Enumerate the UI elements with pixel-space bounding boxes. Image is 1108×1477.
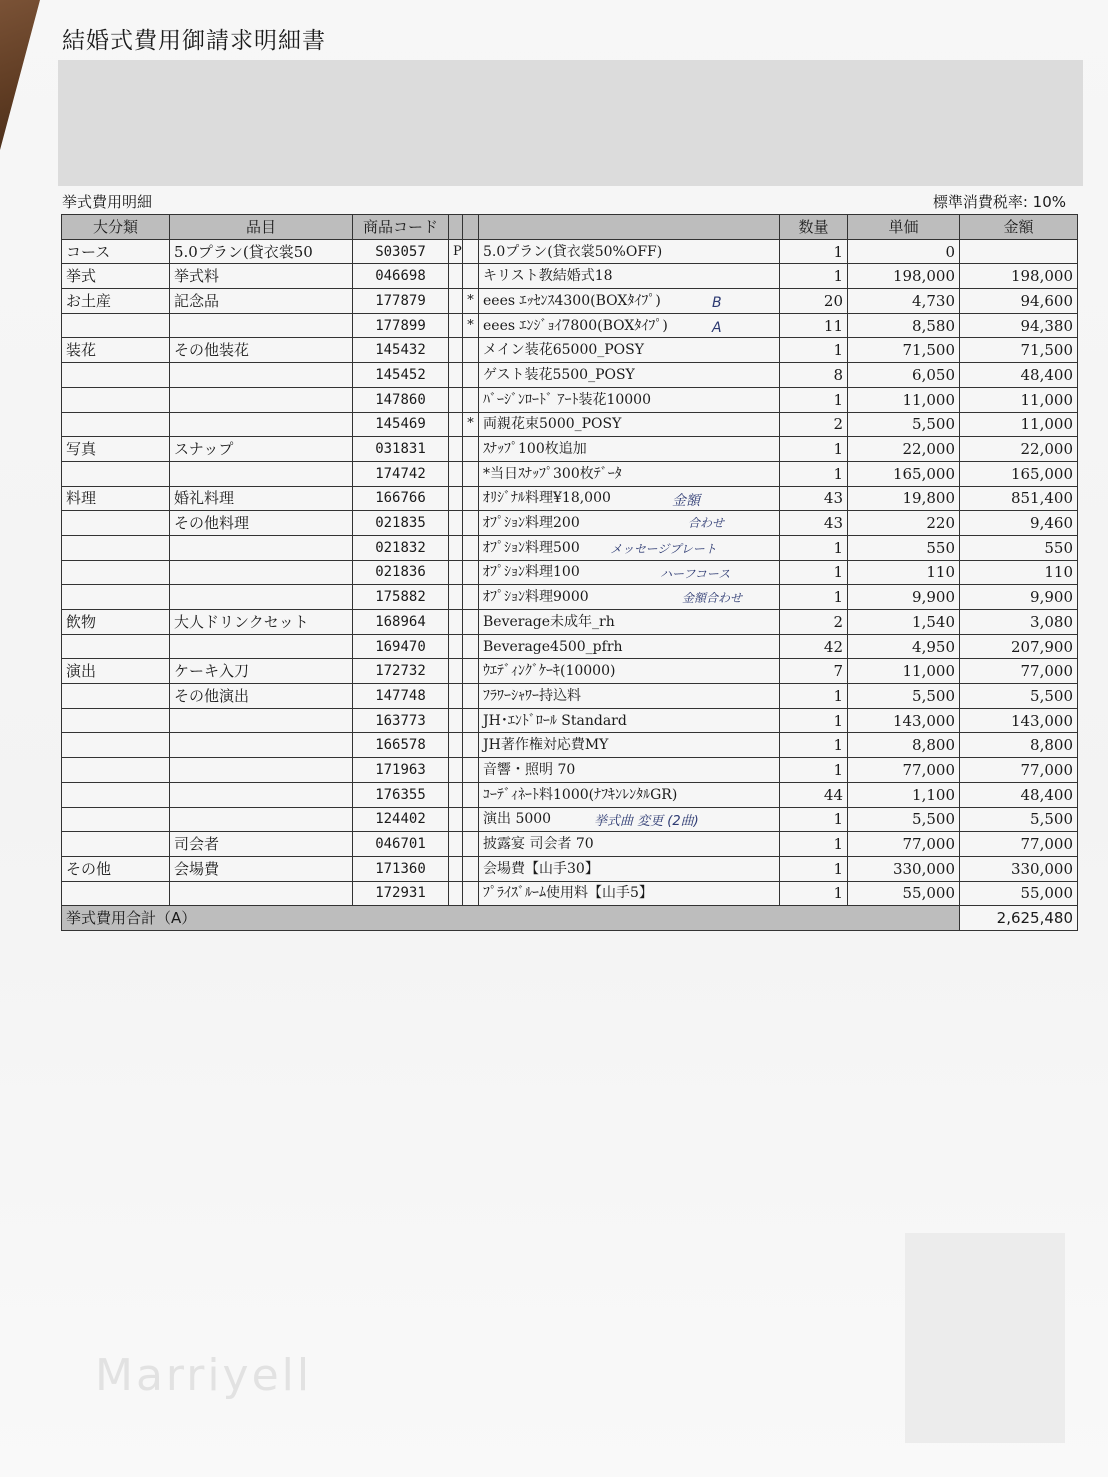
product-name-cell: キリスト教結婚式18 [479, 264, 780, 289]
product-name-cell: 披露宴 司会者 70 [479, 832, 780, 857]
table-row [62, 461, 1078, 486]
header-product-name [479, 215, 780, 240]
amount-cell: 330,000 [960, 856, 1078, 881]
product-name-cell: Beverage4500_pfrh [479, 634, 780, 659]
product-code-cell: 021836 [353, 560, 449, 585]
flag-star-cell: * [463, 412, 479, 437]
amount-cell: 71,500 [960, 338, 1078, 363]
table-row [62, 585, 1078, 610]
amount-cell: 5,500 [960, 807, 1078, 832]
quantity-cell: 20 [780, 289, 848, 314]
flag-star-cell [463, 659, 479, 684]
item-cell: 大人ドリンクセット [170, 610, 353, 635]
flag-p-cell [449, 486, 463, 511]
item-cell [170, 758, 353, 783]
amount-cell [960, 239, 1078, 264]
quantity-cell: 1 [780, 239, 848, 264]
item-cell: 5.0プラン(貸衣裳50 [170, 239, 353, 264]
product-name-cell: メイン装花65000_POSY [479, 338, 780, 363]
flag-star-cell: * [463, 289, 479, 314]
amount-cell: 94,380 [960, 313, 1078, 338]
flag-star-cell [463, 733, 479, 758]
total-row [62, 906, 1078, 931]
table-row [62, 264, 1078, 289]
category-cell: 写真 [62, 437, 170, 462]
table-row [62, 338, 1078, 363]
unit-price-cell: 198,000 [848, 264, 960, 289]
item-cell: 挙式料 [170, 264, 353, 289]
item-cell: ケーキ入刀 [170, 659, 353, 684]
product-code-cell: 163773 [353, 708, 449, 733]
product-code-cell: S03057 [353, 239, 449, 264]
category-cell: 演出 [62, 659, 170, 684]
unit-price-cell: 330,000 [848, 856, 960, 881]
flag-p-cell [449, 733, 463, 758]
flag-star-cell [463, 684, 479, 709]
section-title: 挙式費用明細 [62, 193, 153, 211]
amount-cell: 11,000 [960, 387, 1078, 412]
category-cell [62, 511, 170, 536]
product-code-cell: 147748 [353, 684, 449, 709]
table-row [62, 535, 1078, 560]
unit-price-cell: 6,050 [848, 363, 960, 388]
unit-price-cell: 55,000 [848, 881, 960, 906]
product-code-cell: 175882 [353, 585, 449, 610]
item-cell [170, 535, 353, 560]
handwritten-note-b: B [712, 295, 722, 311]
product-name-cell: ﾊﾞｰｼﾞﾝﾛｰﾄﾞ ｱｰﾄ装花10000 [479, 387, 780, 412]
flag-star-cell [463, 585, 479, 610]
header-flag-p [449, 215, 463, 240]
quantity-cell: 1 [780, 387, 848, 412]
flag-p-cell [449, 289, 463, 314]
flag-p-cell [449, 511, 463, 536]
amount-cell: 77,000 [960, 832, 1078, 857]
handwritten-amount-match-1: 金額 [672, 493, 700, 509]
flag-star-cell [463, 338, 479, 363]
product-code-cell: 021835 [353, 511, 449, 536]
product-code-cell: 021832 [353, 535, 449, 560]
product-name-cell: ゲスト装花5500_POSY [479, 363, 780, 388]
header-quantity: 数量 [780, 215, 848, 240]
quantity-cell: 1 [780, 461, 848, 486]
product-name-cell: ｵﾘｼﾞﾅﾙ料理¥18,000 [479, 486, 780, 511]
product-code-cell: 145469 [353, 412, 449, 437]
handwritten-message-plate: メッセージプレート [610, 542, 717, 556]
unit-price-cell: 5,500 [848, 807, 960, 832]
category-cell [62, 313, 170, 338]
flag-star-cell [463, 511, 479, 536]
flag-p-cell [449, 387, 463, 412]
category-cell [62, 363, 170, 388]
table-row [62, 363, 1078, 388]
product-name-cell: 音響・照明 70 [479, 758, 780, 783]
quantity-cell: 1 [780, 264, 848, 289]
quantity-cell: 1 [780, 881, 848, 906]
quantity-cell: 44 [780, 782, 848, 807]
flag-star-cell [463, 239, 479, 264]
item-cell [170, 881, 353, 906]
product-name-cell: ﾌﾟﾗｲｽﾞﾙｰﾑ使用料【山手5】 [479, 881, 780, 906]
flag-p-cell [449, 363, 463, 388]
total-label: 挙式費用合計（A） [62, 906, 960, 931]
table-row [62, 634, 1078, 659]
amount-cell: 5,500 [960, 684, 1078, 709]
product-name-cell: eees ｴｯｾﾝｽ4300(BOXﾀｲﾌﾟ) [479, 289, 780, 314]
amount-cell: 48,400 [960, 782, 1078, 807]
product-name-cell: ｵﾌﾟｼｮﾝ料理100 [479, 560, 780, 585]
flag-star-cell [463, 758, 479, 783]
unit-price-cell: 550 [848, 535, 960, 560]
unit-price-cell: 5,500 [848, 412, 960, 437]
unit-price-cell: 1,540 [848, 610, 960, 635]
unit-price-cell: 220 [848, 511, 960, 536]
unit-price-cell: 110 [848, 560, 960, 585]
category-cell: コース [62, 239, 170, 264]
category-cell: その他 [62, 856, 170, 881]
category-cell [62, 634, 170, 659]
table-row [62, 659, 1078, 684]
flag-p-cell [449, 437, 463, 462]
product-code-cell: 176355 [353, 782, 449, 807]
quantity-cell: 1 [780, 585, 848, 610]
amount-cell: 94,600 [960, 289, 1078, 314]
quantity-cell: 1 [780, 684, 848, 709]
product-name-cell: JH･ｴﾝﾄﾞﾛｰﾙ Standard [479, 708, 780, 733]
flag-star-cell [463, 535, 479, 560]
quantity-cell: 1 [780, 733, 848, 758]
category-cell: 装花 [62, 338, 170, 363]
table-row [62, 807, 1078, 832]
product-code-cell: 145432 [353, 338, 449, 363]
quantity-cell: 1 [780, 560, 848, 585]
item-cell: その他装花 [170, 338, 353, 363]
item-cell [170, 313, 353, 338]
quantity-cell: 8 [780, 363, 848, 388]
flag-p-cell [449, 264, 463, 289]
item-cell: 司会者 [170, 832, 353, 857]
category-cell [62, 535, 170, 560]
amount-cell: 48,400 [960, 363, 1078, 388]
item-cell [170, 807, 353, 832]
flag-star-cell [463, 782, 479, 807]
item-cell [170, 634, 353, 659]
product-code-cell: 145452 [353, 363, 449, 388]
flag-p-cell [449, 758, 463, 783]
flag-star-cell [463, 363, 479, 388]
flag-p-cell [449, 684, 463, 709]
category-cell [62, 560, 170, 585]
flag-p-cell: P [449, 239, 463, 264]
product-code-cell: 166766 [353, 486, 449, 511]
unit-price-cell: 8,800 [848, 733, 960, 758]
table-row [62, 387, 1078, 412]
table-row [62, 708, 1078, 733]
header-item: 品目 [170, 215, 353, 240]
quantity-cell: 2 [780, 610, 848, 635]
product-name-cell: ｵﾌﾟｼｮﾝ料理9000 [479, 585, 780, 610]
flag-p-cell [449, 659, 463, 684]
amount-cell: 143,000 [960, 708, 1078, 733]
category-cell [62, 585, 170, 610]
unit-price-cell: 4,950 [848, 634, 960, 659]
item-cell: 婚礼料理 [170, 486, 353, 511]
quantity-cell: 1 [780, 758, 848, 783]
product-code-cell: 174742 [353, 461, 449, 486]
product-name-cell: JH著作権対応費MY [479, 733, 780, 758]
product-name-cell: 5.0プラン(貸衣裳50%OFF) [479, 239, 780, 264]
table-row [62, 881, 1078, 906]
unit-price-cell: 11,000 [848, 387, 960, 412]
tax-rate: 標準消費税率: 10% [932, 193, 1066, 211]
flag-star-cell [463, 807, 479, 832]
amount-cell: 198,000 [960, 264, 1078, 289]
flag-star-cell [463, 560, 479, 585]
flag-star-cell [463, 610, 479, 635]
product-code-cell: 169470 [353, 634, 449, 659]
unit-price-cell: 22,000 [848, 437, 960, 462]
handwritten-ceremony-song: 挙式曲 変更 (2曲) [594, 814, 699, 829]
table-row [62, 289, 1078, 314]
category-cell: 飲物 [62, 610, 170, 635]
product-code-cell: 046701 [353, 832, 449, 857]
flag-p-cell [449, 610, 463, 635]
item-cell [170, 585, 353, 610]
product-name-cell: eees ｴﾝｼﾞｮｲ7800(BOXﾀｲﾌﾟ) [479, 313, 780, 338]
category-cell [62, 807, 170, 832]
product-name-cell: ｳｴﾃﾞｨﾝｸﾞｹｰｷ(10000) [479, 659, 780, 684]
item-cell: スナップ [170, 437, 353, 462]
flag-p-cell [449, 461, 463, 486]
unit-price-cell: 11,000 [848, 659, 960, 684]
quantity-cell: 42 [780, 634, 848, 659]
flag-p-cell [449, 881, 463, 906]
product-name-cell: *当日ｽﾅｯﾌﾟ300枚ﾃﾞｰﾀ [479, 461, 780, 486]
quantity-cell: 11 [780, 313, 848, 338]
product-name-cell: 演出 5000 [479, 807, 780, 832]
table-row [62, 486, 1078, 511]
amount-cell: 550 [960, 535, 1078, 560]
table-row [62, 758, 1078, 783]
flag-p-cell [449, 585, 463, 610]
product-code-cell: 177899 [353, 313, 449, 338]
table-row [62, 610, 1078, 635]
unit-price-cell: 77,000 [848, 832, 960, 857]
amount-cell: 851,400 [960, 486, 1078, 511]
quantity-cell: 7 [780, 659, 848, 684]
quantity-cell: 2 [780, 412, 848, 437]
flag-p-cell [449, 634, 463, 659]
handwritten-amount-match-2: 合わせ [688, 516, 725, 530]
flag-star-cell [463, 856, 479, 881]
item-cell [170, 560, 353, 585]
flag-star-cell [463, 264, 479, 289]
category-cell: 挙式 [62, 264, 170, 289]
unit-price-cell: 1,100 [848, 782, 960, 807]
redacted-area-bottom [905, 1233, 1065, 1443]
item-cell: 記念品 [170, 289, 353, 314]
category-cell [62, 412, 170, 437]
product-code-cell: 172732 [353, 659, 449, 684]
table-row [62, 832, 1078, 857]
product-name-cell: 会場費【山手30】 [479, 856, 780, 881]
product-code-cell: 147860 [353, 387, 449, 412]
category-cell: 料理 [62, 486, 170, 511]
item-cell [170, 387, 353, 412]
invoice-table [61, 214, 1078, 931]
amount-cell: 9,900 [960, 585, 1078, 610]
item-cell: その他演出 [170, 684, 353, 709]
quantity-cell: 1 [780, 708, 848, 733]
flag-p-cell [449, 856, 463, 881]
flag-star-cell [463, 387, 479, 412]
handwritten-amount-match-3: 金額合わせ [682, 591, 743, 605]
category-cell [62, 387, 170, 412]
table-row [62, 856, 1078, 881]
amount-cell: 165,000 [960, 461, 1078, 486]
amount-cell: 11,000 [960, 412, 1078, 437]
flag-p-cell [449, 313, 463, 338]
unit-price-cell: 165,000 [848, 461, 960, 486]
flag-star-cell [463, 486, 479, 511]
flag-p-cell [449, 412, 463, 437]
product-code-cell: 172931 [353, 881, 449, 906]
table-row [62, 412, 1078, 437]
flag-p-cell [449, 708, 463, 733]
flag-p-cell [449, 782, 463, 807]
quantity-cell: 1 [780, 856, 848, 881]
table-row [62, 733, 1078, 758]
product-name-cell: 両親花束5000_POSY [479, 412, 780, 437]
product-code-cell: 031831 [353, 437, 449, 462]
handwritten-note-a: A [712, 320, 722, 336]
amount-cell: 77,000 [960, 758, 1078, 783]
item-cell [170, 412, 353, 437]
table-row [62, 684, 1078, 709]
table-row [62, 560, 1078, 585]
item-cell [170, 733, 353, 758]
table-row [62, 313, 1078, 338]
amount-cell: 9,460 [960, 511, 1078, 536]
product-name-cell: ｺｰﾃﾞｨﾈｰﾄ料1000(ﾅﾌｷﾝﾚﾝﾀﾙGR) [479, 782, 780, 807]
product-name-cell: ｵﾌﾟｼｮﾝ料理200 [479, 511, 780, 536]
category-cell [62, 881, 170, 906]
header-flag-star [463, 215, 479, 240]
header-unit-price: 単価 [848, 215, 960, 240]
amount-cell: 110 [960, 560, 1078, 585]
amount-cell: 22,000 [960, 437, 1078, 462]
product-code-cell: 171963 [353, 758, 449, 783]
product-name-cell: ﾌﾗﾜｰｼｬﾜｰ持込料 [479, 684, 780, 709]
table-row [62, 239, 1078, 264]
quantity-cell: 1 [780, 807, 848, 832]
flag-star-cell [463, 708, 479, 733]
table-row [62, 782, 1078, 807]
flag-p-cell [449, 338, 463, 363]
category-cell [62, 832, 170, 857]
flag-star-cell [463, 634, 479, 659]
flag-star-cell [463, 461, 479, 486]
amount-cell: 207,900 [960, 634, 1078, 659]
product-name-cell: Beverage未成年_rh [479, 610, 780, 635]
unit-price-cell: 143,000 [848, 708, 960, 733]
product-code-cell: 168964 [353, 610, 449, 635]
amount-cell: 8,800 [960, 733, 1078, 758]
unit-price-cell: 5,500 [848, 684, 960, 709]
quantity-cell: 43 [780, 486, 848, 511]
unit-price-cell: 0 [848, 239, 960, 264]
category-cell [62, 461, 170, 486]
amount-cell: 3,080 [960, 610, 1078, 635]
amount-cell: 55,000 [960, 881, 1078, 906]
quantity-cell: 1 [780, 338, 848, 363]
header-category: 大分類 [62, 215, 170, 240]
flag-p-cell [449, 560, 463, 585]
unit-price-cell: 8,580 [848, 313, 960, 338]
flag-star-cell [463, 832, 479, 857]
unit-price-cell: 71,500 [848, 338, 960, 363]
product-code-cell: 177879 [353, 289, 449, 314]
header-product-code: 商品コード [353, 215, 449, 240]
flag-star-cell [463, 881, 479, 906]
category-cell [62, 708, 170, 733]
table-row [62, 511, 1078, 536]
quantity-cell: 43 [780, 511, 848, 536]
item-cell [170, 461, 353, 486]
flag-p-cell [449, 832, 463, 857]
quantity-cell: 1 [780, 535, 848, 560]
product-name-cell: ｵﾌﾟｼｮﾝ料理500 [479, 535, 780, 560]
product-code-cell: 046698 [353, 264, 449, 289]
watermark-logo: Marriyell [95, 1350, 313, 1401]
flag-star-cell: * [463, 313, 479, 338]
product-name-cell: ｽﾅｯﾌﾟ100枚追加 [479, 437, 780, 462]
category-cell [62, 733, 170, 758]
item-cell [170, 782, 353, 807]
redacted-area-top [58, 60, 1083, 186]
handwritten-half-course: ハーフコース [660, 567, 731, 581]
header-amount: 金額 [960, 215, 1078, 240]
category-cell: お土産 [62, 289, 170, 314]
document-title: 結婚式費用御請求明細書 [62, 28, 326, 54]
product-code-cell: 124402 [353, 807, 449, 832]
category-cell [62, 684, 170, 709]
unit-price-cell: 4,730 [848, 289, 960, 314]
item-cell [170, 363, 353, 388]
table-row [62, 437, 1078, 462]
flag-p-cell [449, 535, 463, 560]
flag-p-cell [449, 807, 463, 832]
amount-cell: 77,000 [960, 659, 1078, 684]
item-cell: その他料理 [170, 511, 353, 536]
table-header-row [62, 215, 1078, 240]
quantity-cell: 1 [780, 437, 848, 462]
unit-price-cell: 9,900 [848, 585, 960, 610]
quantity-cell: 1 [780, 832, 848, 857]
flag-star-cell [463, 437, 479, 462]
item-cell [170, 708, 353, 733]
category-cell [62, 782, 170, 807]
unit-price-cell: 77,000 [848, 758, 960, 783]
total-value: 2,625,480 [960, 906, 1078, 931]
category-cell [62, 758, 170, 783]
item-cell: 会場費 [170, 856, 353, 881]
unit-price-cell: 19,800 [848, 486, 960, 511]
product-code-cell: 171360 [353, 856, 449, 881]
product-code-cell: 166578 [353, 733, 449, 758]
